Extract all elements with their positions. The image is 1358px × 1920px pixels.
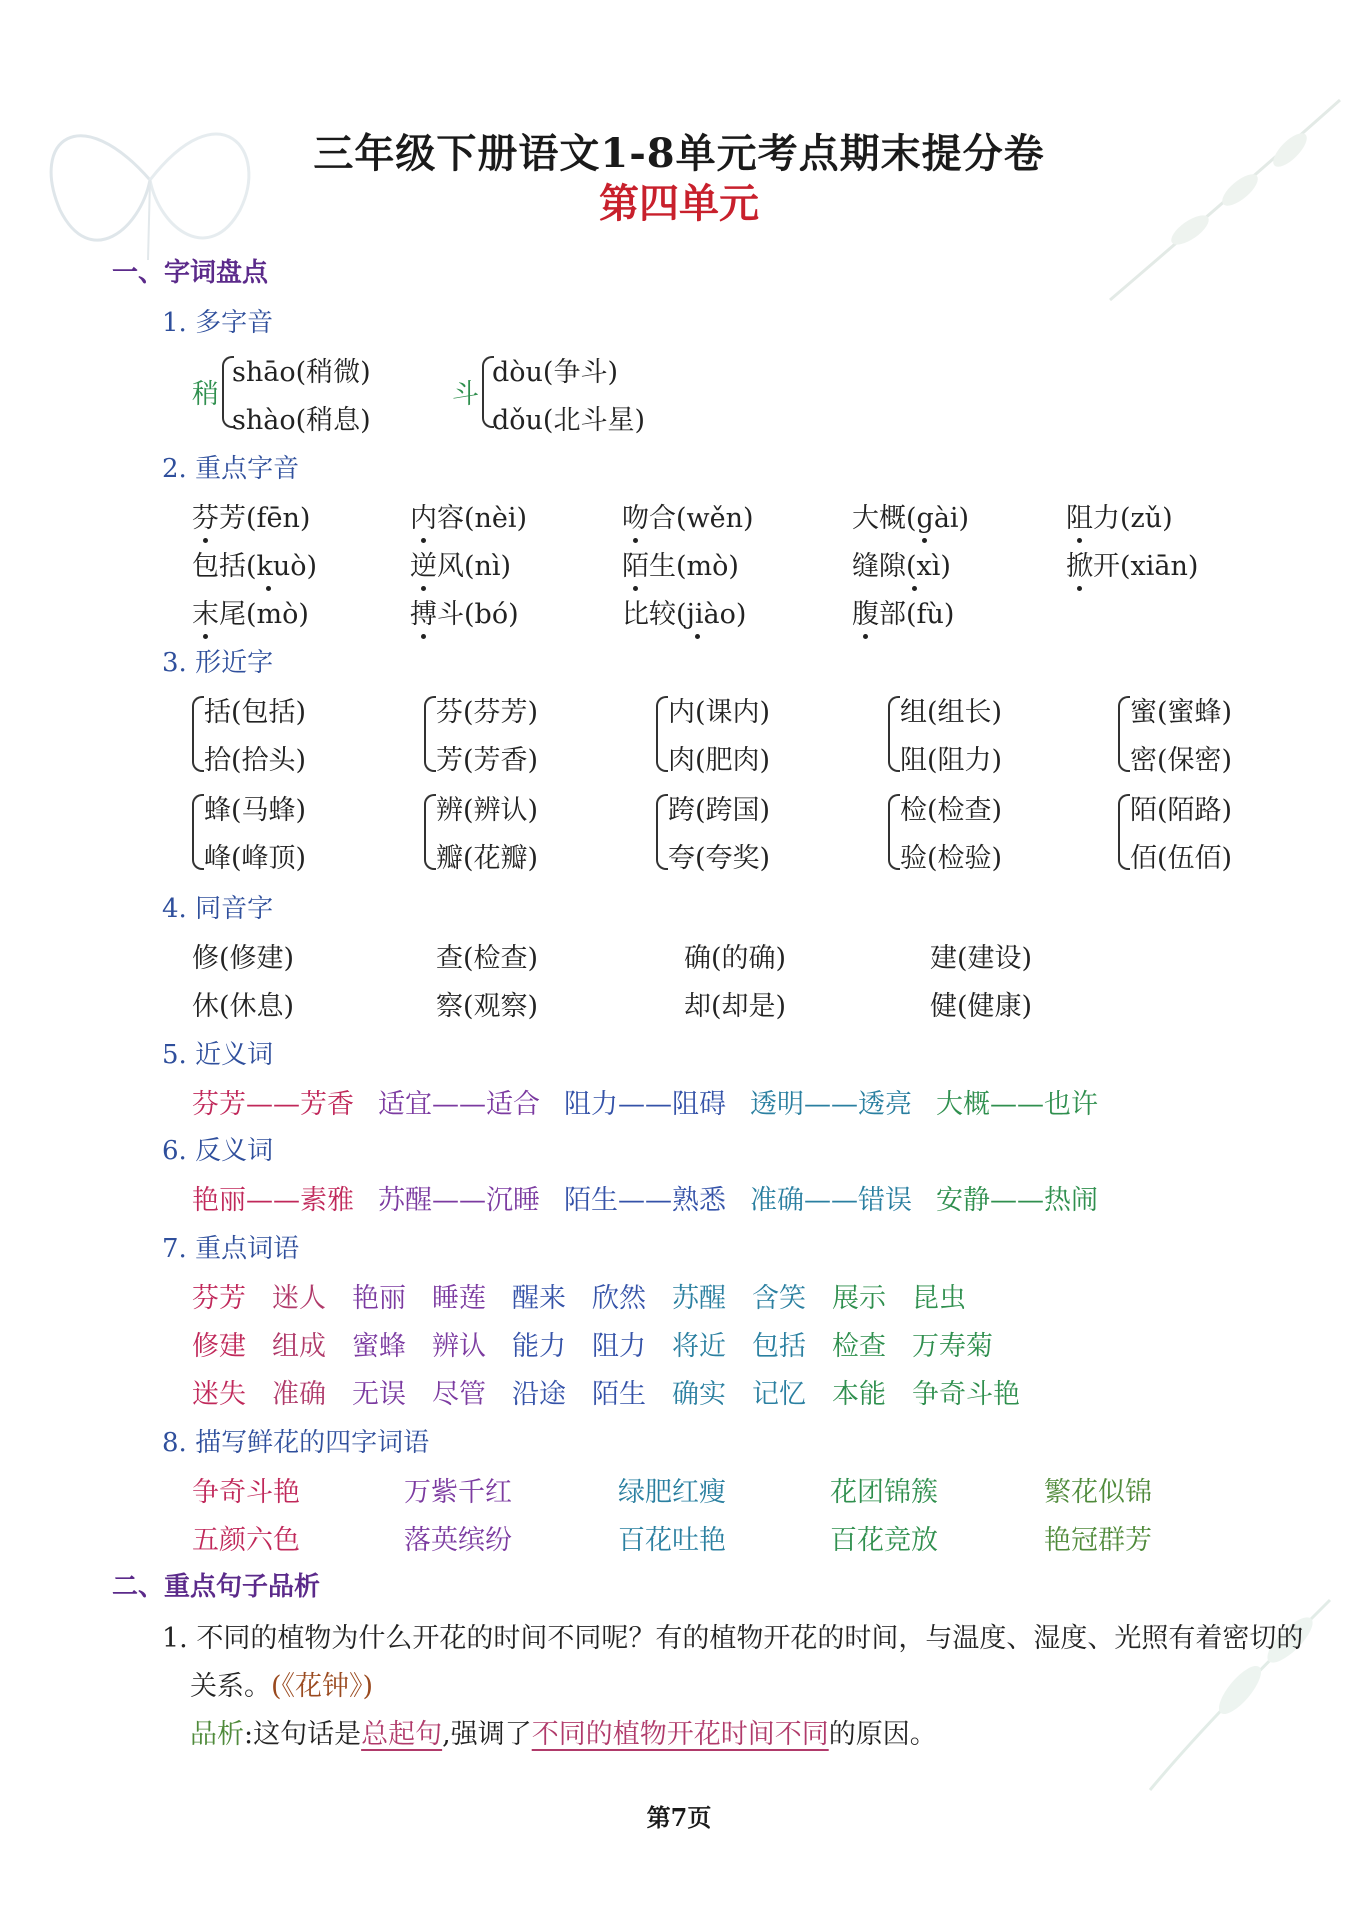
homophone-item: 查(检查) (436, 943, 539, 974)
key-word: 辨认 (432, 1331, 486, 1362)
subheading-synonyms: 5. 近义词 (162, 1040, 274, 1070)
subheading-similar-chars: 3. 形近字 (162, 648, 274, 678)
pronunciation-item: 缝隙(xì) (852, 544, 951, 583)
pronunciation-item: 内容(nèi) (410, 496, 527, 535)
key-word: 苏醒 (672, 1283, 726, 1314)
key-word: 睡莲 (432, 1283, 486, 1314)
key-word: 无误 (352, 1379, 406, 1410)
antonym-pair: 艳丽——素雅 (192, 1185, 354, 1216)
pronunciation-item: 大概(gài) (852, 496, 969, 535)
pronunciation-item: 吻合(wěn) (622, 496, 754, 535)
pronunciation-item: 腹部(fù) (852, 592, 954, 631)
sentence-line: 1. 不同的植物为什么开花的时间不同呢？有的植物开花的时间，与温度、湿度、光照有着密切的 (162, 1623, 1304, 1654)
brace-icon (1118, 794, 1130, 870)
homophone-item: 建(建设) (930, 943, 1033, 974)
analysis-line: 品析:这句话是总起句,强调了不同的植物开花时间不同的原因。 (190, 1719, 937, 1750)
synonym-pair: 芬芳——芳香 (192, 1089, 354, 1120)
subheading-key-pronunciations: 2. 重点字音 (162, 454, 300, 484)
brace-icon (192, 696, 204, 772)
synonym-pair: 大概——也许 (936, 1089, 1098, 1120)
pronunciation-item: 比较(jiào) (622, 592, 746, 631)
pronunciation-item: 掀开(xiān) (1066, 544, 1198, 583)
flower-idiom: 落英缤纷 (404, 1525, 512, 1556)
polyphone-reading: shāo(稍微) (232, 357, 371, 388)
key-word: 陌生 (592, 1379, 646, 1410)
flower-idiom: 绿肥红瘦 (618, 1477, 726, 1508)
polyphone-reading: shào(稍息) (232, 405, 371, 436)
homophone-item: 察(观察) (436, 991, 539, 1022)
key-word: 迷失 (192, 1379, 246, 1410)
analysis-label: 品析 (190, 1719, 244, 1750)
key-word: 昆虫 (912, 1283, 966, 1314)
synonym-pair: 透明——透亮 (750, 1089, 912, 1120)
key-word: 本能 (832, 1379, 886, 1410)
key-word: 将近 (672, 1331, 726, 1362)
homophone-item: 修(修建) (192, 943, 295, 974)
key-word: 万寿菊 (912, 1331, 993, 1362)
sentence-line: 关系。(《花钟》) (190, 1671, 374, 1702)
key-word: 沿途 (512, 1379, 566, 1410)
polyphone-reading: dòu(争斗) (492, 357, 618, 388)
source-citation: (《花钟》) (271, 1671, 374, 1702)
pronunciation-item: 阻力(zǔ) (1066, 496, 1173, 535)
polyphone-reading: dǒu(北斗星) (492, 405, 645, 436)
flower-idiom: 繁花似锦 (1044, 1477, 1152, 1508)
flower-idiom: 花团锦簇 (830, 1477, 938, 1508)
page-title: 三年级下册语文1-8单元考点期末提分卷 (313, 130, 1045, 177)
brace-icon (888, 696, 900, 772)
key-word: 迷人 (272, 1283, 326, 1314)
homophone-item: 健(健康) (930, 991, 1033, 1022)
homophone-item: 确(的确) (684, 943, 787, 974)
pronunciation-item: 逆风(nì) (410, 544, 511, 583)
key-word: 艳丽 (352, 1283, 406, 1314)
flower-idiom: 万紫千红 (404, 1477, 512, 1508)
key-word: 记忆 (752, 1379, 806, 1410)
key-word: 欣然 (592, 1283, 646, 1314)
key-word: 含笑 (752, 1283, 806, 1314)
antonym-pair: 安静——热闹 (936, 1185, 1098, 1216)
pronunciation-item: 包括(kuò) (192, 544, 317, 583)
key-word: 包括 (752, 1331, 806, 1362)
analysis-highlight: 总起句 (361, 1719, 443, 1750)
key-word: 组成 (272, 1331, 326, 1362)
key-word: 确实 (672, 1379, 726, 1410)
pronunciation-item: 末尾(mò) (192, 592, 309, 631)
key-word: 争奇斗艳 (912, 1379, 1020, 1410)
section-heading-sentences: 二、重点句子品析 (112, 1572, 321, 1602)
key-word: 醒来 (512, 1283, 566, 1314)
brace-icon (424, 696, 436, 772)
page-number: 第7页 (646, 1803, 712, 1832)
key-word: 阻力 (592, 1331, 646, 1362)
subheading-homophones: 4. 同音字 (162, 894, 274, 924)
section-heading-vocab: 一、字词盘点 (112, 258, 269, 288)
homophone-item: 休(休息) (192, 991, 295, 1022)
antonym-pair: 苏醒——沉睡 (378, 1185, 540, 1216)
key-word: 展示 (832, 1283, 886, 1314)
flower-idiom: 五颜六色 (192, 1525, 300, 1556)
brace-icon (424, 794, 436, 870)
pronunciation-item: 搏斗(bó) (410, 592, 519, 631)
subheading-flower-idioms: 8. 描写鲜花的四字词语 (162, 1428, 430, 1458)
key-word: 芬芳 (192, 1283, 246, 1314)
flower-idiom: 争奇斗艳 (192, 1477, 300, 1508)
flower-idiom: 百花竞放 (830, 1525, 938, 1556)
flower-idiom: 艳冠群芳 (1044, 1525, 1152, 1556)
flower-decoration (1130, 1560, 1350, 1800)
key-word: 准确 (272, 1379, 326, 1410)
key-word: 修建 (192, 1331, 246, 1362)
antonym-pair: 准确——错误 (750, 1185, 912, 1216)
unit-subtitle: 第四单元 (599, 180, 759, 227)
brace-icon (1118, 696, 1130, 772)
key-word: 检查 (832, 1331, 886, 1362)
polyphone-char: 斗 (452, 379, 479, 410)
antonym-pair: 陌生——熟悉 (564, 1185, 726, 1216)
homophone-item: 却(却是) (684, 991, 787, 1022)
synonym-pair: 适宜——适合 (378, 1089, 540, 1120)
key-word: 能力 (512, 1331, 566, 1362)
subheading-key-words: 7. 重点词语 (162, 1234, 300, 1264)
polyphone-char: 稍 (192, 379, 219, 410)
key-word: 尽管 (432, 1379, 486, 1410)
synonym-pair: 阻力——阻碍 (564, 1089, 726, 1120)
pronunciation-item: 芬芳(fēn) (192, 496, 310, 535)
subheading-polyphones: 1. 多字音 (162, 308, 274, 338)
subheading-antonyms: 6. 反义词 (162, 1136, 274, 1166)
flower-idiom: 百花吐艳 (618, 1525, 726, 1556)
pronunciation-item: 陌生(mò) (622, 544, 739, 583)
brace-icon (656, 794, 668, 870)
key-word: 蜜蜂 (352, 1331, 406, 1362)
brace-icon (656, 696, 668, 772)
brace-icon (888, 794, 900, 870)
analysis-highlight: 不同的植物开花时间不同 (531, 1719, 829, 1750)
brace-icon (192, 794, 204, 870)
